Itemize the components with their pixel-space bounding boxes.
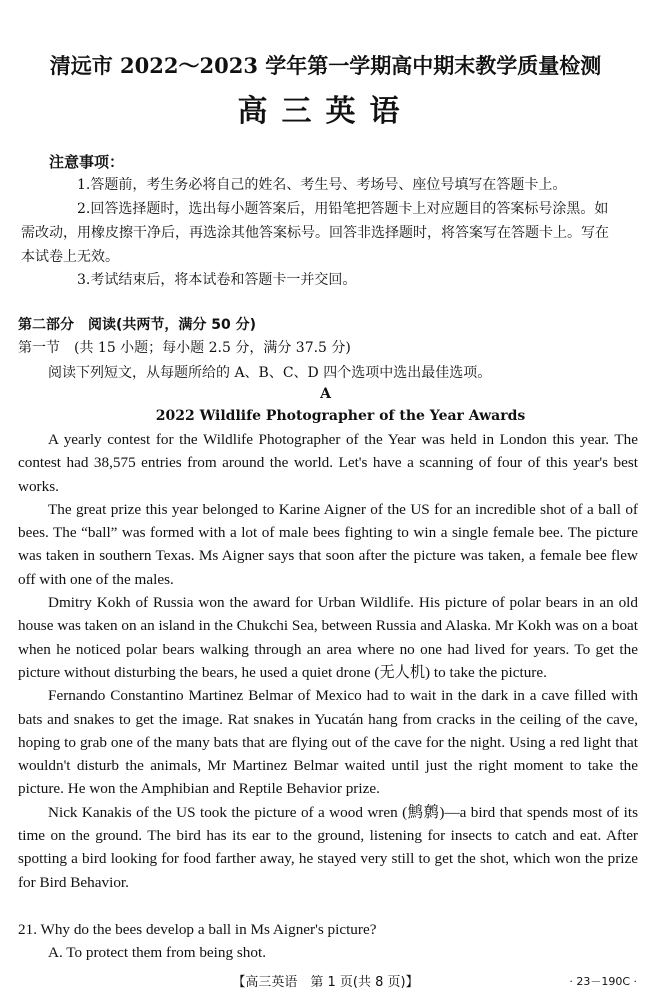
passage-title: 2022 Wildlife Photographer of the Year Awards [155, 408, 526, 424]
part-title-text: 第二部分 阅读(共两节，满分 50 分) [18, 317, 257, 333]
passage-paragraph: Dmitry Kokh of Russia won the award for Urban Wildlife. His picture of polar bears in an old house was taken on an island in the Chukchi Sea, between Russia and Alaska. Mr Kokh was on a boat when he noticed polar bears walking through an area where no one had lived for years. To get the picture without disturbing the bears, he used a quiet drone (无人机) to take the picture. [18, 594, 638, 681]
footer-code: · 23－190C · [569, 975, 637, 988]
footer-page-info: 【高三英语 第 1 页(共 8 页)】 [232, 975, 419, 990]
notice-heading: 注意事项： [49, 153, 125, 171]
passage-paragraph: A yearly contest for the Wildlife Photographer of the Year was held in London this year. The contest had 38,575 entries from around the world. Let's have a scanning of four of this year's best works. [18, 431, 638, 495]
question-21-stem: 21. Why do the bees develop a ball in Ms Aigner's picture? [18, 921, 377, 938]
passage-paragraph: Fernando Constantino Martinez Belmar of Mexico had to wait in the dark in a cave filled with bats and snakes to get the image. Rat snakes in Yucatán hang from cracks in the ceiling of the cave, hoping to grab one of the many bats that are flying out of the cave for the night. Using a red light that wouldn't disturb the animals, Mr Martinez Belmar waited until just the right moment to take the picture. He won the Amphibian and Reptile Behavior prize. [18, 687, 638, 798]
question-21-option-a: A. To protect them from being shot. [48, 944, 266, 961]
notice-item-3: 3.考试结束后，将本试卷和答题卡一并交回。 [77, 272, 357, 288]
passage-paragraph: The great prize this year belonged to Karine Aigner of the US for an incredible shot of a ball of bees. The “ball” was formed with a lot of male bees fighting to win a single female bee. The picture was taken in southern Texas. Ms Aigner says that soon after the picture was taken, a female bee flew off with one of the males. [18, 500, 638, 588]
reading-instruction: 阅读下列短文，从每题所给的 A、B、C、D 四个选项中选出最佳选项。 [48, 365, 492, 381]
passage-paragraph: Nick Kanakis of the US took the picture of a wood wren (鹪鹩)—a bird that spends most of its time on the ground. The bird has its ear to the ground, listening for insects to catch and eat. After spotting a bird looking for food farther away, he stayed very still to get the shot, which won the prize for Bird Behavior. [18, 803, 638, 891]
notice-item-2: 2.回答选择题时，选出每小题答案后，用铅笔把答题卡上对应题目的答案标号涂黑。如需改动，用橡皮擦干净后，再选涂其他答案标号。回答非选择题时，将答案写在答题卡上。写在本试卷上无效。 [21, 201, 609, 265]
part-title [18, 314, 256, 336]
exam-title: 清远市 2022～2023 学年第一学期高中期末教学质量检测 [49, 53, 602, 78]
subject-title: 高三英语 [237, 94, 414, 129]
notice-item-1: 1.答题前，考生务必将自己的姓名、考生号、考场号、座位号填写在答题卡上。 [77, 177, 567, 193]
section-title: 第一节 (共 15 小题；每小题 2.5 分，满分 37.5 分) [18, 340, 351, 356]
passage-label: A [320, 386, 331, 402]
passage-body [18, 428, 638, 894]
